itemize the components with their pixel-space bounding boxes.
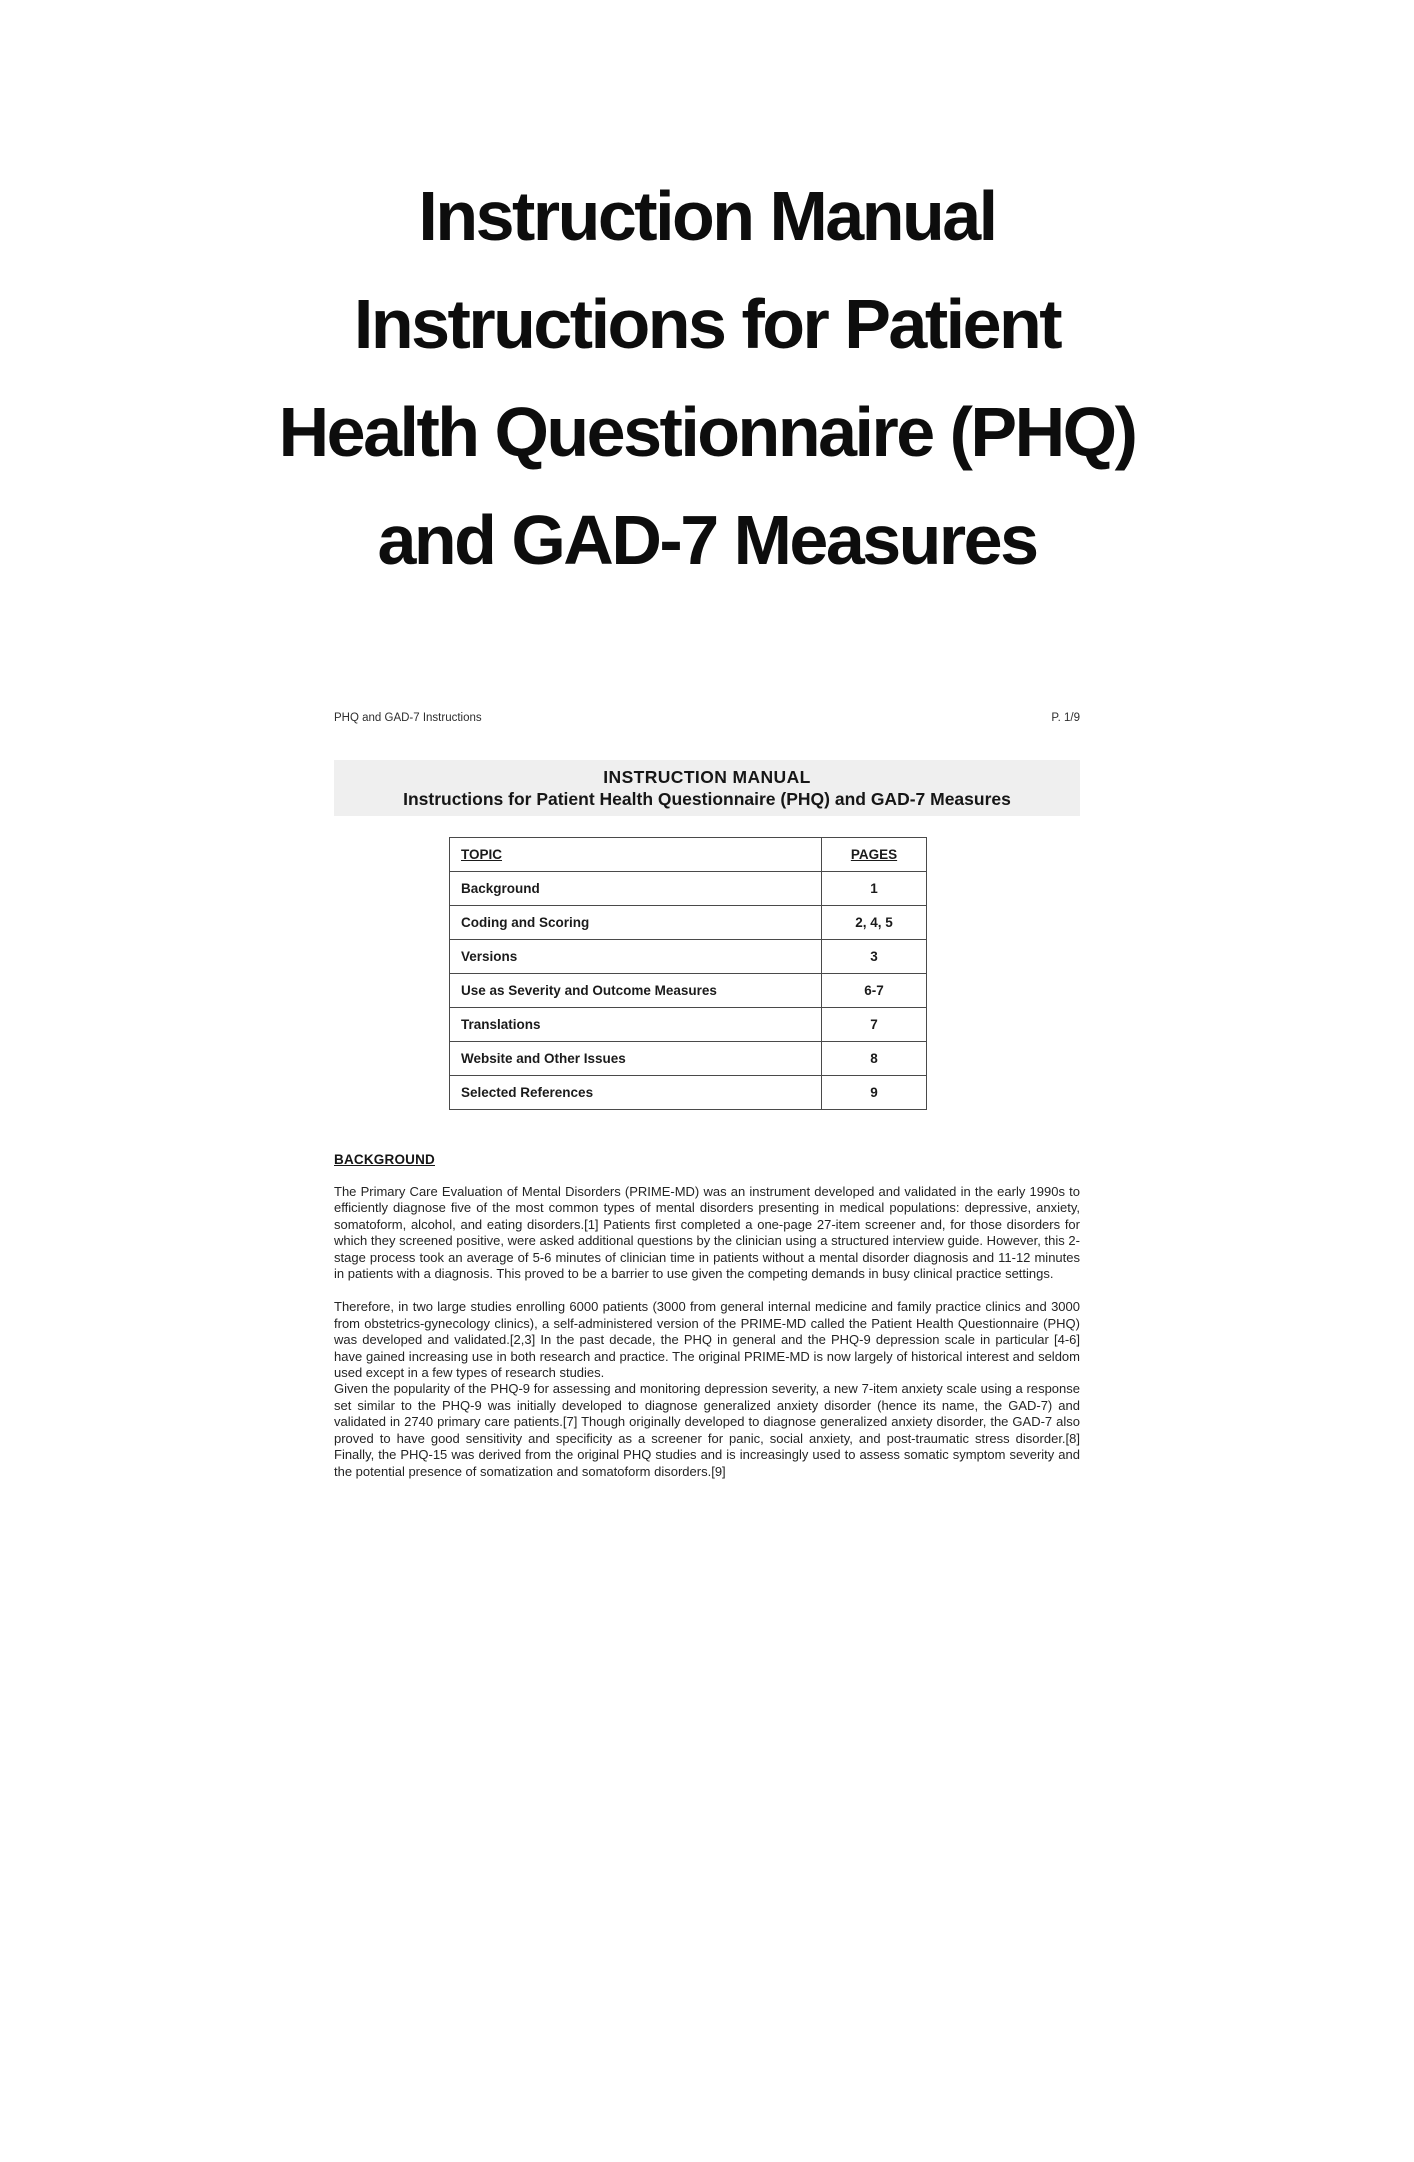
- page-title-line: Instruction Manual: [418, 177, 996, 255]
- table-row: [450, 1076, 927, 1110]
- toc-cell-topic: Translations: [450, 1008, 822, 1042]
- section-heading-background: BACKGROUND: [334, 1152, 435, 1167]
- document-title-banner: [334, 760, 1080, 816]
- toc-cell-topic: Background: [450, 872, 822, 906]
- page-title-line: Instructions for Patient: [353, 285, 1061, 363]
- page-title-line: Health Questionnaire (PHQ): [278, 393, 1136, 471]
- toc-cell-pages: 6-7: [822, 974, 927, 1008]
- document-header-title: PHQ and GAD-7 Instructions: [334, 712, 482, 724]
- toc-cell-topic: Coding and Scoring: [450, 906, 822, 940]
- toc-cell-pages: 1: [822, 872, 927, 906]
- toc-cell-pages: 3: [822, 940, 927, 974]
- toc-cell-topic: Use as Severity and Outcome Measures: [450, 974, 822, 1008]
- document-title: INSTRUCTION MANUAL: [603, 767, 811, 787]
- toc-header-pages-label: PAGES: [850, 847, 898, 862]
- page-title-line: and GAD-7 Measures: [377, 501, 1037, 579]
- paragraph: Therefore, in two large studies enrolling 6000 patients (3000 from general internal medicine and family practice clinics and 3000 from obstetrics-gynecology clinics), a self-administered version of the PRIME-MD called the Patient Health Questionnaire (PHQ) was developed and validated.[2,3] In the past decade, the PHQ in general and the PHQ-9 depression scale in particular [4-6] have gained increasing use in both research and practice. The original PRIME-MD is now largely of historical interest and seldom used except in a few types of research studies.: [334, 1299, 1080, 1381]
- page-title: [0, 162, 1414, 594]
- toc-cell-topic: Selected References: [450, 1076, 822, 1110]
- toc-table: [449, 837, 927, 1110]
- toc-cell-pages: 2, 4, 5: [822, 906, 927, 940]
- paragraph: The Primary Care Evaluation of Mental Disorders (PRIME-MD) was an instrument developed and validated in the early 1990s to efficiently diagnose five of the most common types of mental disorders presenting in medical populations: depressive, anxiety, somatoform, alcohol, and eating disorders.[1] Patients first completed a one-page 27-item screener and, for those disorders for which they screened positive, were asked additional questions by the clinician using a structured interview guide. However, this 2-stage process took an average of 5-6 minutes of clinician time in patients without a mental disorder diagnosis and 11-12 minutes in patients with a diagnosis. This proved to be a barrier to use given the competing demands in busy clinical practice settings.: [334, 1184, 1080, 1282]
- document-page: [334, 712, 1080, 1480]
- table-row: [450, 906, 927, 940]
- toc-cell-topic: Versions: [450, 940, 822, 974]
- toc-header-row: [450, 838, 927, 872]
- table-row: [450, 1008, 927, 1042]
- toc-cell-pages: 8: [822, 1042, 927, 1076]
- document-subtitle: Instructions for Patient Health Questionnaire (PHQ) and GAD-7 Measures: [403, 789, 1011, 809]
- toc-header-topic-label: TOPIC: [461, 847, 503, 862]
- table-row: [450, 974, 927, 1008]
- toc-cell-pages: 7: [822, 1008, 927, 1042]
- document-page-number: P. 1/9: [1051, 712, 1080, 724]
- table-row: [450, 872, 927, 906]
- toc-header-topic: [450, 838, 822, 872]
- document-header: [334, 712, 1080, 724]
- toc-cell-pages: 9: [822, 1076, 927, 1110]
- paragraph: Given the popularity of the PHQ-9 for assessing and monitoring depression severity, a new 7-item anxiety scale using a response set similar to the PHQ-9 was initially developed to diagnose generalized anxiety disorder (hence its name, the GAD-7) and validated in 2740 primary care patients.[7] Though originally developed to diagnose generalized anxiety disorder, the GAD-7 also proved to have good sensitivity and specificity as a screener for panic, social anxiety, and post-traumatic stress disorder.[8] Finally, the PHQ-15 was derived from the original PHQ studies and is increasingly used to assess somatic symptom severity and the potential presence of somatization and somatoform disorders.[9]: [334, 1381, 1080, 1479]
- table-row: [450, 940, 927, 974]
- toc-header-pages: [822, 838, 927, 872]
- toc-cell-topic: Website and Other Issues: [450, 1042, 822, 1076]
- table-row: [450, 1042, 927, 1076]
